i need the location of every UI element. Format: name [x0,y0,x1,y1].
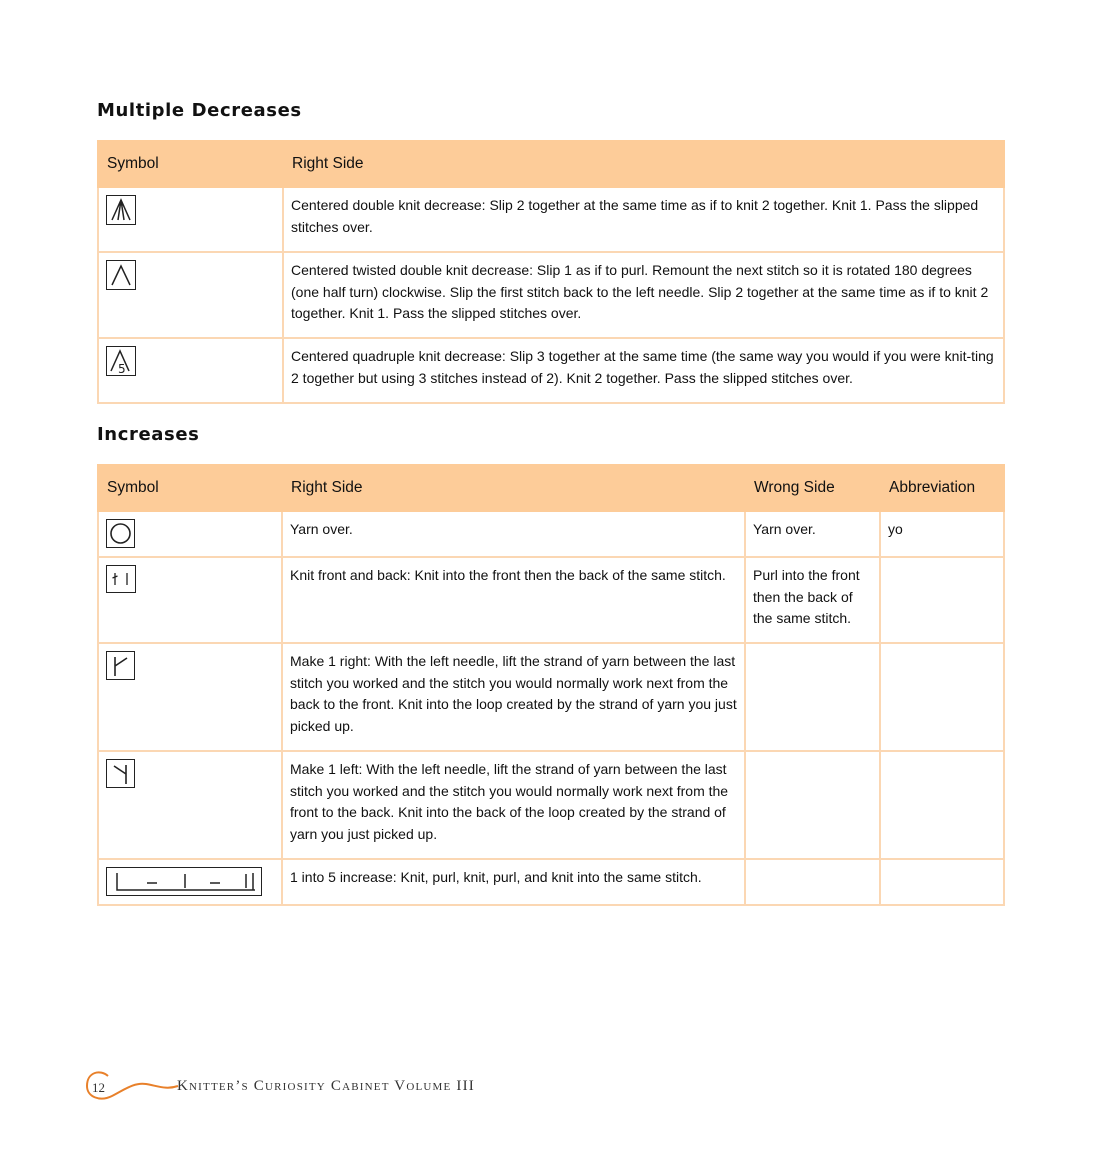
centered-twisted-double-decrease-icon [106,260,136,290]
knit-front-back-icon [106,565,136,593]
symbol-cell [98,859,282,905]
table-row [98,643,1004,751]
decreases-table [97,140,1005,404]
right-side-header: Right Side [283,141,1004,187]
symbol-header: Symbol [98,465,282,511]
right-side-cell: Make 1 left: With the left needle, lift the strand of yarn between the last stitch you worked and the stitch you would normally work next from the front to the back. Knit into the back of the loop created by the strand of yarn you just picked up. [282,751,745,859]
abbreviation-cell [880,643,1004,751]
yarn-over-icon [106,519,135,548]
wrong-side-cell: Yarn over. [745,511,880,557]
table-row [98,859,1004,905]
make-one-right-icon [106,651,135,680]
abbreviation-cell [880,859,1004,905]
right-side-cell: Yarn over. [282,511,745,557]
right-side-cell: Centered twisted double knit decrease: Slip 1 as if to purl. Remount the next stitch so it is rotated 180 degrees (one half turn) clockwise. Slip the first stitch back to the left needle. Slip 2 together at the same time as if to knit 2 together. Knit 1. Pass the slipped stitches over. [283,252,1004,338]
abbreviation-cell [880,751,1004,859]
right-side-header: Right Side [282,465,745,511]
symbol-cell [98,338,283,403]
symbol-cell [98,643,282,751]
symbol-cell [98,557,282,643]
symbol-header: Symbol [98,141,283,187]
table-header-row [98,141,1004,187]
right-side-cell: Centered double knit decrease: Slip 2 together at the same time as if to knit 2 together. Knit 1. Pass the slipped stitches over. [283,187,1004,252]
abbreviation-cell [880,557,1004,643]
wrong-side-cell: Purl into the front then the back of the same stitch. [745,557,880,643]
wrong-side-cell [745,751,880,859]
abbreviation-header: Abbreviation [880,465,1004,511]
page-footer [82,1066,502,1106]
book-title: Knitter’s Curiosity Cabinet Volume III [177,1078,475,1094]
table-row [98,338,1004,403]
symbol-cell [98,187,283,252]
decrease-count-label: 5 [118,362,126,375]
right-side-cell: Centered quadruple knit decrease: Slip 3 together at the same time (the same way you would if you were knit-ting 2 together but using 3 stitches instead of 2). Knit 2 together. Pass the slipped stitches over. [283,338,1004,403]
right-side-cell: 1 into 5 increase: Knit, purl, knit, purl, and knit into the same stitch. [282,859,745,905]
one-into-five-increase-icon [106,867,262,896]
wrong-side-cell [745,643,880,751]
table-row [98,751,1004,859]
right-side-cell: Knit front and back: Knit into the front then the back of the same stitch. [282,557,745,643]
table-row [98,252,1004,338]
wrong-side-cell [745,859,880,905]
increases-heading: Increases [97,424,200,445]
wrong-side-header: Wrong Side [745,465,880,511]
increases-table [97,464,1005,906]
centered-quadruple-decrease-icon [106,346,136,376]
symbol-cell [98,751,282,859]
right-side-cell: Make 1 right: With the left needle, lift the strand of yarn between the last stitch you worked and the stitch you would normally work next from the back to the front. Knit into the loop created by the strand of yarn you just picked up. [282,643,745,751]
table-header-row [98,465,1004,511]
symbol-cell [98,511,282,557]
decreases-heading: Multiple Decreases [97,100,302,121]
centered-double-decrease-icon [106,195,136,225]
make-one-left-icon [106,759,135,788]
abbreviation-cell: yo [880,511,1004,557]
table-row [98,511,1004,557]
table-row [98,557,1004,643]
table-row [98,187,1004,252]
symbol-cell [98,252,283,338]
page-number: 12 [92,1080,105,1095]
